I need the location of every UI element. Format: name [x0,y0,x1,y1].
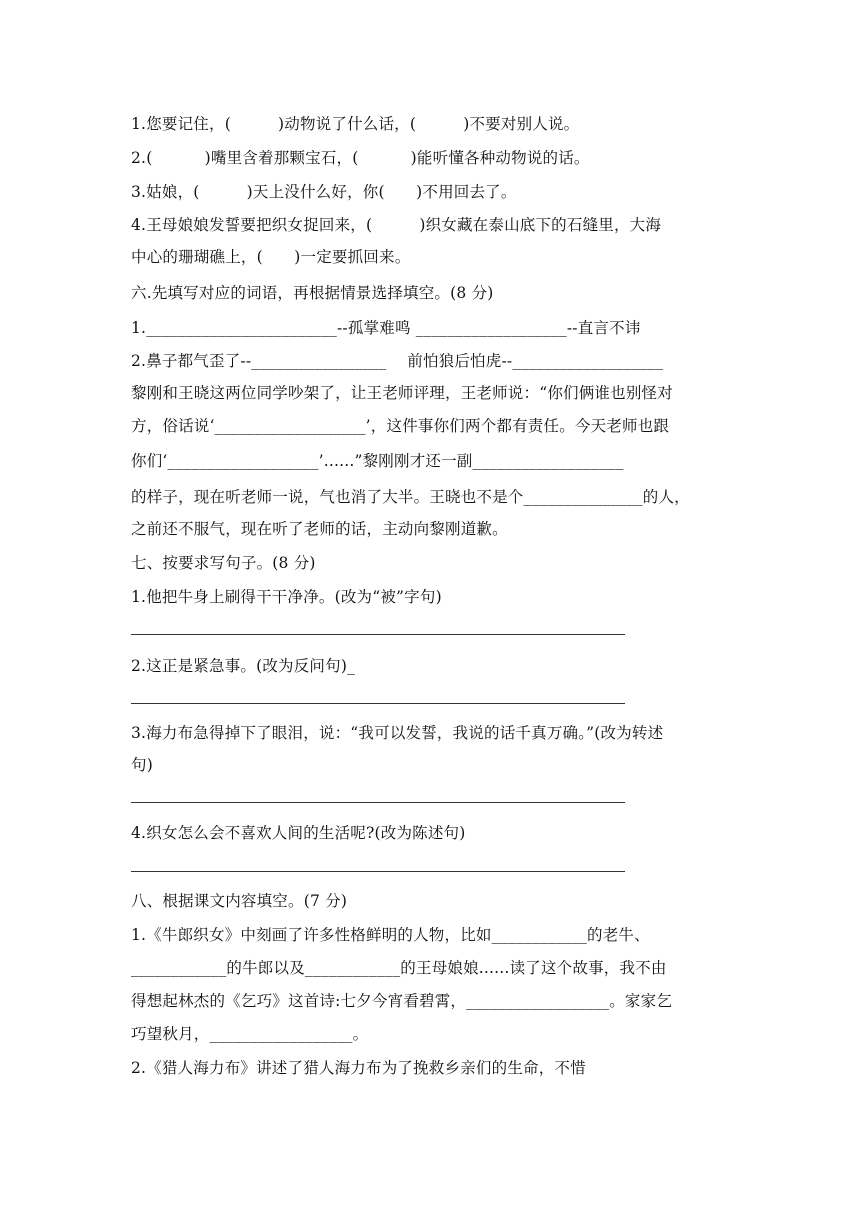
s6-item-2: 2.鼻子都气歪了--_________________ 前怕狼后怕虎--___________________ [131,352,664,370]
s7-question-3-cont: 句) [131,756,153,774]
s8-item-1-line-4: 巧望秋月，__________________。 [131,1025,369,1043]
s8-item-1-line-1: 1.《牛郎织女》中刻画了许多性格鲜明的人物，比如____________的老牛、 [131,926,650,944]
s7-question-3: 3.海力布急得掉下了眼泪，说：“我可以发誓，我说的话千真万确。”(改为转述 [131,724,664,742]
s7-question-2: 2.这正是紧急事。(改为反问句)_ [131,657,356,675]
s6-passage-line-3: 你们‘___________________’......”黎刚刚才还一副___________________ [131,452,624,470]
s8-item-2-line-1: 2.《猎人海力布》讲述了猎人海力布为了挽救乡亲们的生命，不惜 [131,1059,586,1077]
q5-sentence-3: 3.姑娘，( )天上没什么好，你( )不用回去了。 [131,183,517,201]
s7-answer-line-1[interactable] [131,634,625,635]
s7-answer-line-2[interactable] [131,703,625,704]
s7-answer-line-4[interactable] [131,871,625,872]
s7-answer-line-3[interactable] [131,802,625,803]
s7-question-4: 4.织女怎么会不喜欢人间的生活呢?(改为陈述句) [131,824,466,842]
section-6-heading: 六.先填写对应的词语，再根据情景选择填空。(8 分) [131,284,494,302]
s6-passage-line-5: 之前还不服气，现在听了老师的话，主动向黎刚道歉。 [131,520,508,538]
s6-passage-line-2: 方，俗话说‘___________________’，这件事你们两个都有责任。今天老师也跟 [131,417,670,435]
q5-sentence-2: 2.( )嘴里含着那颗宝石，( )能听懂各种动物说的话。 [131,149,590,167]
q5-sentence-4-cont: 中心的珊瑚礁上，( )一定要抓回来。 [131,248,411,266]
section-8-heading: 八、根据课文内容填空。(7 分) [131,892,348,910]
section-7-heading: 七、按要求写句子。(8 分) [131,554,316,572]
s7-question-1: 1.他把牛身上刷得干干净净。(改为“被”字句) [131,588,442,606]
q5-sentence-1: 1.您要记住，( )动物说了什么话，( )不要对别人说。 [131,115,580,133]
s6-passage-line-1: 黎刚和王晓这两位同学吵架了，让王老师评理，王老师说：“你们俩谁也别怪对 [131,384,673,402]
q5-sentence-4: 4.王母娘娘发誓要把织女捉回来，( )织女藏在泰山底下的石缝里，大海 [131,216,662,234]
s6-item-1: 1.________________________--孤掌难鸣 ___________________--直言不讳 [131,319,641,337]
s6-passage-line-4: 的样子，现在听老师一说，气也消了大半。王晓也不是个_______________的人， [131,488,690,506]
s8-item-1-line-3: 得想起林杰的《乞巧》这首诗:七夕今宵看碧霄，__________________。家家乞 [131,992,673,1010]
s8-item-1-line-2: ____________的牛郎以及____________的王母娘娘......读了这个故事，我不由 [131,959,667,977]
